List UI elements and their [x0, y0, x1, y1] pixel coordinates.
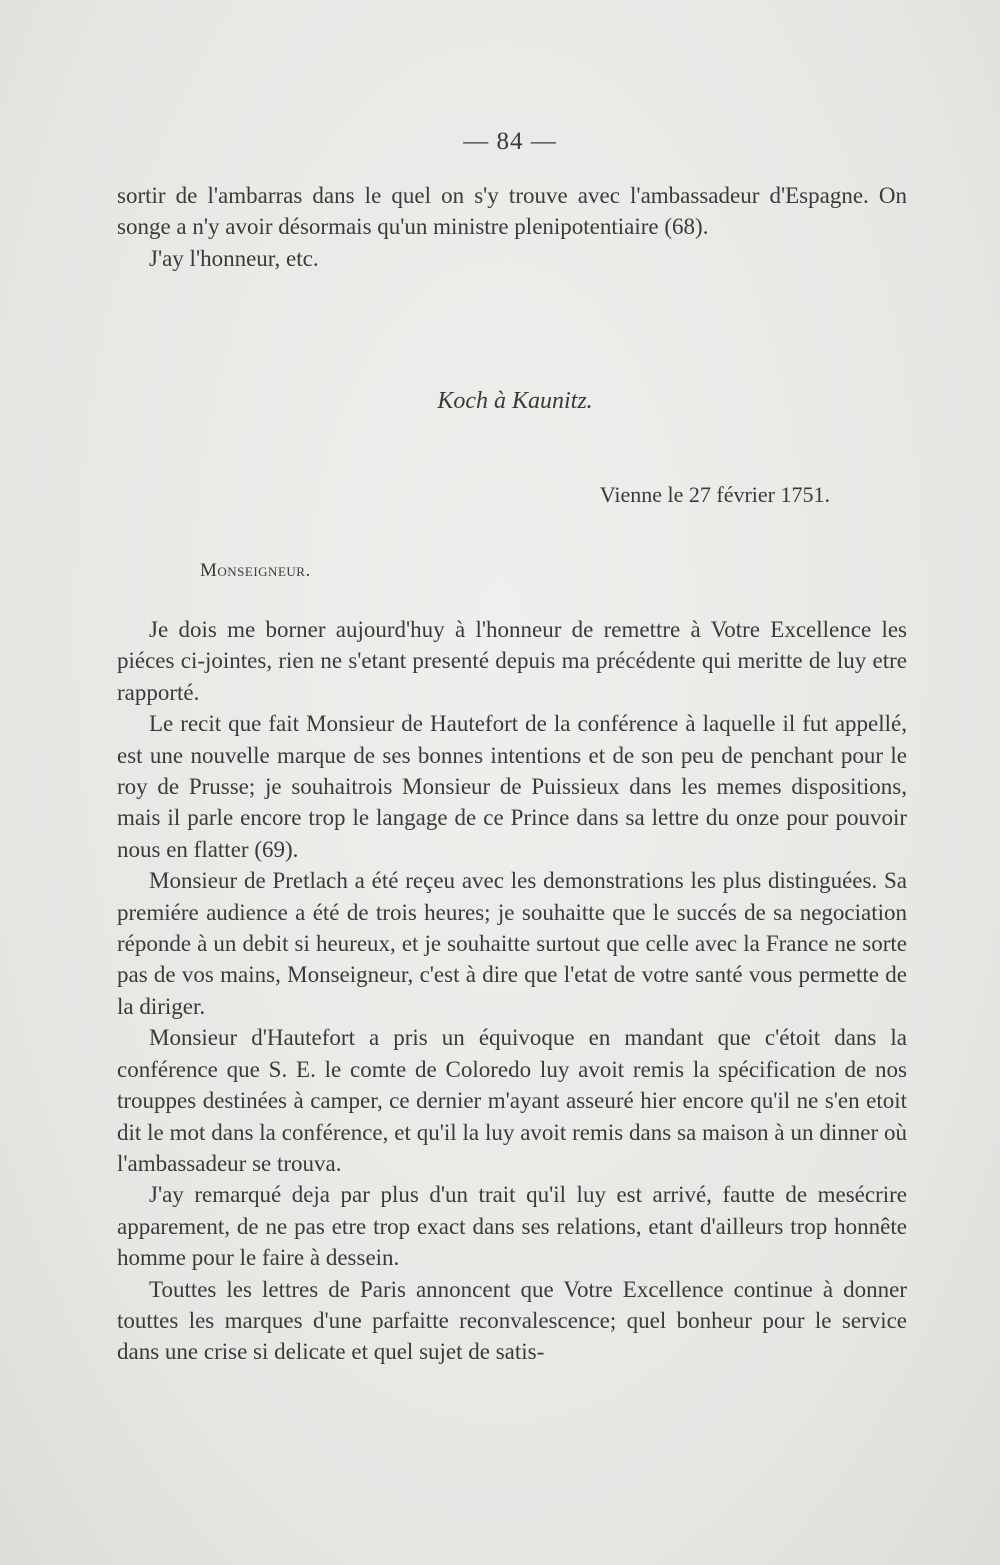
closing-formula: J'ay l'honneur, etc.: [149, 245, 319, 271]
body-paragraph-4: Monsieur d'Hautefort a pris un équivoque en mandant que c'étoit dans la conférence que S. E. le comte de Coloredo luy avoit remis la spécification de nos trouppes destinées à camper, ce dernier m'ayant asseuré hier encore qu'il ne s'en etoit dit le mot dans la conférence, et qu'il la luy avoit remis dans sa maison à un dinner où l'ambassadeur se trouva.: [117, 1025, 907, 1176]
dateline: Vienne le 27 février 1751.: [599, 482, 830, 507]
body-paragraph-3: Monsieur de Pretlach a été reçeu avec les demonstrations les plus distinguées. Sa premiére audience a été de trois heures; je souhaitte que le succés de sa negociation réponde à un debit si heureux, et je souhaitte surtout que celle avec la France ne sorte pas de vos mains, Monseigneur, c'est à dire que l'etat de votre santé vous permette de la diriger.: [117, 868, 907, 1019]
body-paragraph-2: Le recit que fait Monsieur de Hautefort de la conférence à laquelle il fut appellé, est une nouvelle marque de ses bonnes intentions et de son peu de penchant pour le roy de Prusse; je souhaitrois Monsieur de Puissieux dans les memes dispositions, mais il parle encore trop le langage de ce Prince dans sa lettre du onze pour pouvoir nous en flatter (69).: [117, 711, 907, 862]
letter-body: [117, 614, 907, 1368]
body-paragraph-1: Je dois me borner aujourd'huy à l'honneur de remettre à Votre Excellence les piéces ci-jointes, rien ne s'etant presenté depuis ma précédente qui meritte de luy etre rapporté.: [117, 617, 907, 705]
page-number: — 84 —: [463, 128, 557, 155]
letter-heading: Koch à Kaunitz.: [437, 388, 593, 414]
body-paragraph-6: Touttes les lettres de Paris annoncent que Votre Excellence continue à donner touttes les marques d'une parfaitte reconvalescence; quel bonheur pour le service dans une crise si delicate et quel sujet de satis-: [117, 1276, 907, 1365]
top-text-block: [117, 180, 907, 274]
body-paragraph-5: J'ay remarqué deja par plus d'un trait qu'il luy est arrivé, fautte de mesécrire apparement, de ne pas etre trop exact dans ses relations, etant d'ailleurs trop honnête homme pour le faire à dessein.: [117, 1182, 907, 1271]
top-paragraph: sortir de l'ambarras dans le quel on s'y trouve avec l'ambassadeur d'Espagne. On songe a n'y avoir désormais qu'un ministre plenipotentiaire (68).: [117, 183, 907, 240]
salutation: Monseigneur.: [200, 560, 311, 581]
